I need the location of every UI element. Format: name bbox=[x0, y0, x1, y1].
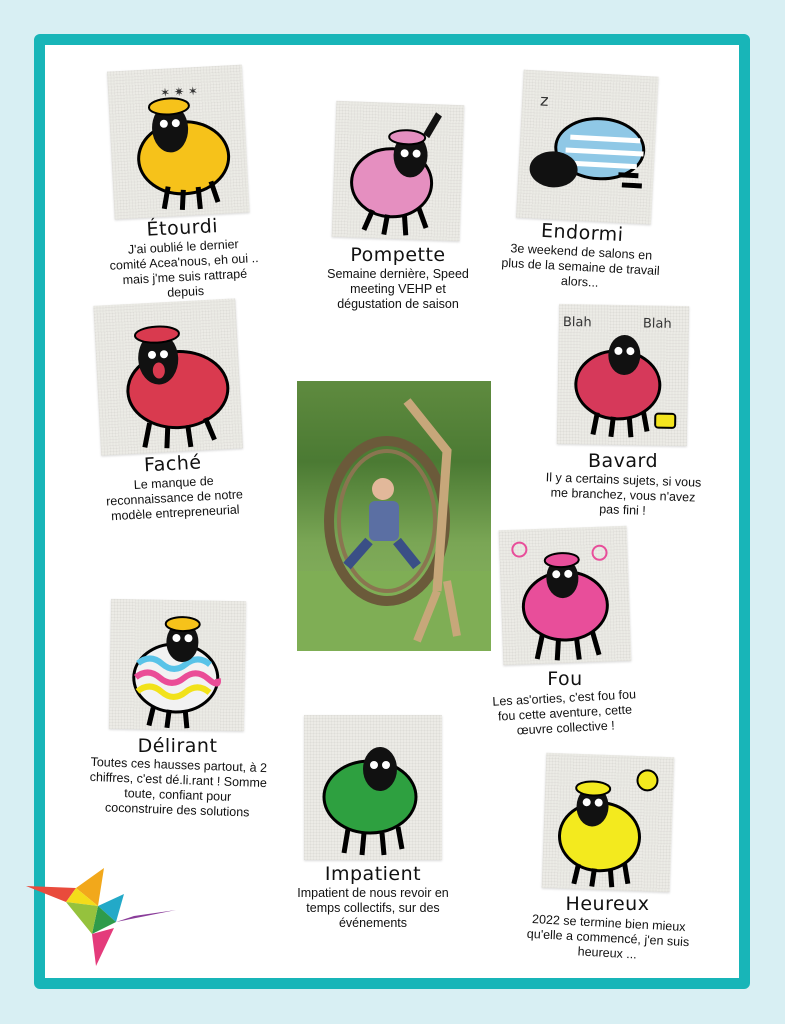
desc-etourdi: J'ai oublié le dernier comité Acea'nous, eh oui .. mais j'me suis rattrapé depuis bbox=[109, 236, 259, 300]
desc-bavard: Il y a certains sujets, si vous me branchez, vous n'avez pas fini ! bbox=[545, 470, 702, 518]
hummingbird-logo bbox=[26, 858, 176, 968]
desc-fache: Le manque de reconnaissance de notre modèle entrepreneurial bbox=[105, 473, 244, 524]
card-fache bbox=[74, 297, 265, 525]
title-endormi: Endormi bbox=[540, 219, 625, 247]
sheep-fou-image bbox=[499, 526, 632, 665]
blah-left: Blah bbox=[562, 314, 592, 331]
sheep-pompette-icon bbox=[332, 101, 465, 241]
sheep-endormi-icon bbox=[516, 70, 659, 225]
title-etourdi: Étourdi bbox=[146, 215, 219, 241]
svg-text:✶ ✷ ✶: ✶ ✷ ✶ bbox=[159, 83, 198, 100]
sheep-bavard-image bbox=[557, 304, 689, 446]
title-bavard: Bavard bbox=[587, 450, 659, 472]
card-heureux bbox=[510, 755, 705, 961]
hummingbird-icon bbox=[26, 858, 176, 968]
sheep-pompette-image bbox=[332, 101, 465, 241]
svg-text:z: z bbox=[539, 90, 549, 110]
sheep-endormi-image bbox=[516, 70, 659, 225]
sheep-impatient-icon bbox=[304, 715, 442, 860]
sheep-heureux-image bbox=[541, 753, 674, 892]
title-delirant: Délirant bbox=[137, 735, 218, 757]
sheep-etourdi-image bbox=[107, 65, 250, 220]
card-impatient bbox=[283, 715, 463, 931]
sheep-heureux-icon bbox=[541, 753, 674, 892]
blah-right: Blah bbox=[642, 316, 672, 332]
card-pompette bbox=[318, 103, 478, 312]
card-delirant bbox=[85, 600, 270, 818]
desc-fou: Les as'orties, c'est fou fou fou cette aventure, cette œuvre collective ! bbox=[492, 687, 637, 738]
person-in-nest-swing-icon bbox=[297, 381, 491, 651]
sheep-fache-icon bbox=[93, 298, 243, 455]
sheep-fou-icon bbox=[499, 526, 632, 665]
central-photo bbox=[297, 381, 491, 651]
title-fou: Fou bbox=[547, 668, 583, 690]
sheep-delirant-image bbox=[109, 599, 246, 731]
title-pompette: Pompette bbox=[350, 244, 446, 266]
sheep-delirant-icon bbox=[109, 599, 246, 731]
desc-impatient: Impatient de nous revoir en temps collectifs, sur des événements bbox=[297, 885, 449, 930]
sheep-fache-image bbox=[93, 298, 243, 455]
card-endormi bbox=[489, 68, 680, 294]
desc-pompette: Semaine dernière, Speed meeting VEHP et dégustation de saison bbox=[327, 266, 469, 311]
sheep-etourdi-icon bbox=[107, 65, 250, 220]
title-impatient: Impatient bbox=[324, 863, 422, 885]
sheep-impatient-image bbox=[304, 715, 442, 860]
card-bavard bbox=[538, 305, 708, 518]
card-fou bbox=[475, 528, 655, 736]
card-etourdi bbox=[89, 64, 271, 304]
desc-endormi: 3e weekend de salons en plus de la semaine de travail alors... bbox=[501, 241, 661, 290]
sheep-bavard-icon bbox=[557, 304, 689, 446]
title-fache: Faché bbox=[143, 451, 203, 477]
desc-delirant: Toutes ces hausses partout, à 2 chiffres, c'est dé.li.rant ! Somme toute, confiant pour coconstruire des solutions bbox=[88, 754, 267, 820]
title-heureux: Heureux bbox=[565, 893, 650, 915]
desc-heureux: 2022 se termine bien mieux qu'elle a commencé, j'en suis heureux ... bbox=[526, 911, 690, 962]
